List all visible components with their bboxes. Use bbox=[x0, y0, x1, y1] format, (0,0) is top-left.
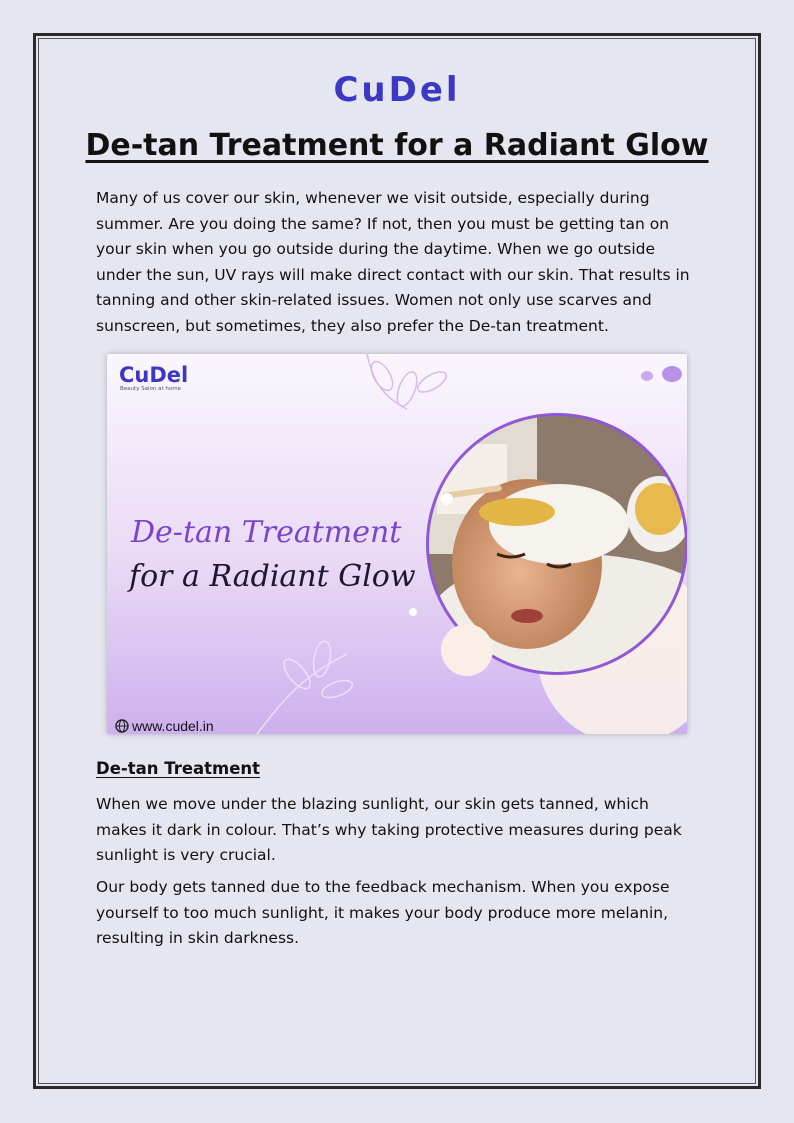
section-heading: De-tan Treatment bbox=[96, 759, 261, 778]
banner-headline-line1: De-tan Treatment bbox=[131, 515, 402, 550]
page-title: De-tan Treatment for a Radiant Glow bbox=[85, 128, 709, 163]
banner-logo: CuDel bbox=[119, 363, 189, 387]
intro-paragraph: Many of us cover our skin, whenever we visit outside, especially during summer. Are you doing the same? If not, then you must be getting tan on your skin when you go outside during the daytime. When we go outside under the sun, UV rays will make direct contact with our skin. That results in tanning and other skin-related issues. Women not only use scarves and sunscreen, but sometimes, they also prefer the De-tan treatment. bbox=[96, 189, 690, 335]
paragraph-1: When we move under the blazing sunlight, our skin gets tanned, which makes it dark in colour. That’s why taking protective measures during peak sunlight is very crucial. bbox=[96, 795, 682, 864]
brand-logo: CuDel bbox=[333, 70, 461, 110]
banner-website: www.cudel.in bbox=[132, 718, 214, 734]
banner-tagline: Beauty Salon at home bbox=[120, 386, 182, 392]
banner-headline-line2: for a Radiant Glow bbox=[129, 559, 416, 594]
paragraph-2: Our body gets tanned due to the feedback mechanism. When you expose yourself to too much sunlight, it makes your body produce more melanin, resulting in skin darkness. bbox=[96, 878, 670, 947]
hero-banner-image bbox=[107, 354, 687, 734]
